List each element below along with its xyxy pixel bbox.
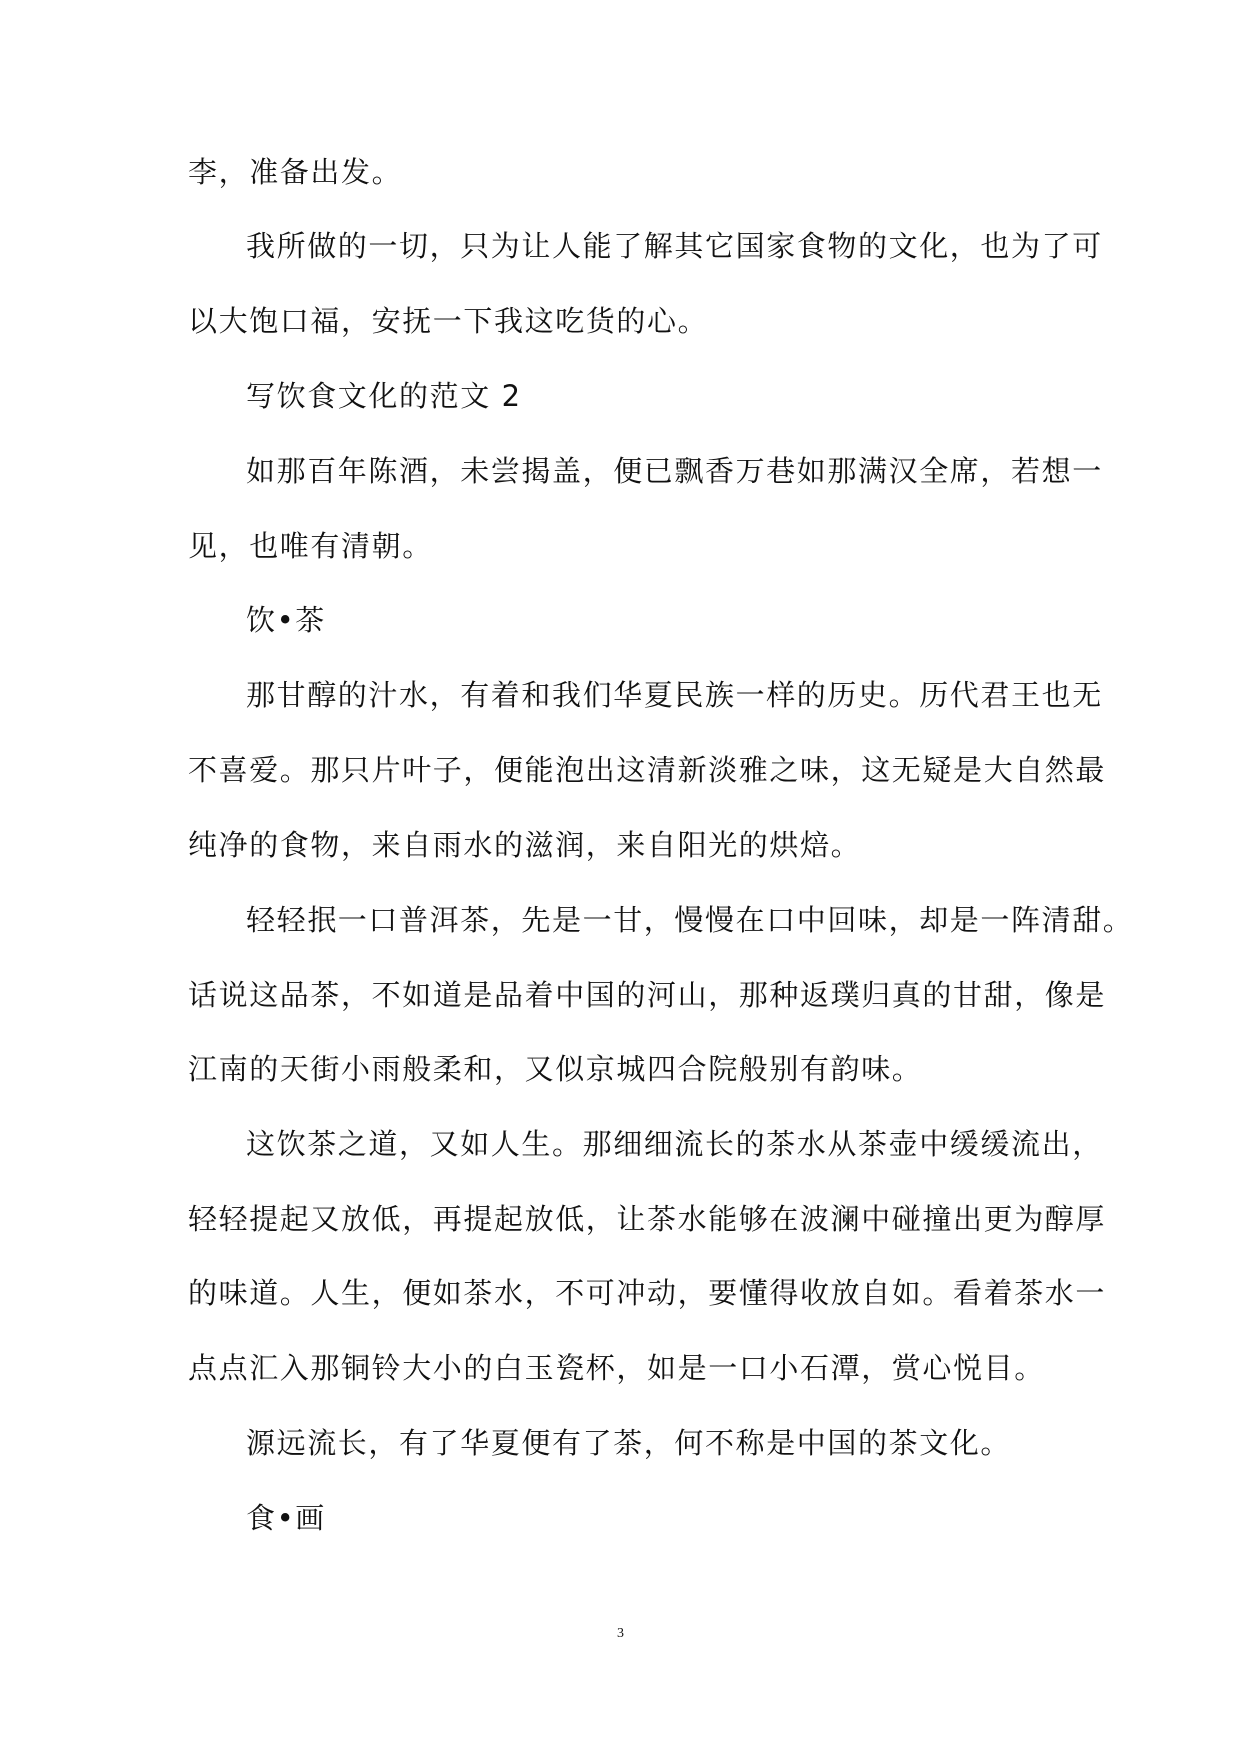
paragraph-line: 轻轻提起又放低，再提起放低，让茶水能够在波澜中碰撞出更为醇厚 <box>188 1202 1107 1236</box>
paragraph-line: 江南的天街小雨般柔和，又似京城四合院般别有韵味。 <box>188 1052 923 1086</box>
paragraph-line: 纯净的食物，来自雨水的滋润，来自阳光的烘焙。 <box>188 828 862 862</box>
paragraph-line: 我所做的一切，只为让人能了解其它国家食物的文化，也为了可 <box>246 229 1103 263</box>
paragraph-line: 的味道。人生，便如茶水，不可冲动，要懂得收放自如。看着茶水一 <box>188 1276 1107 1310</box>
paragraph-line: 李，准备出发。 <box>188 155 403 189</box>
section-heading: 写饮食文化的范文 2 <box>246 379 522 413</box>
paragraph-line: 轻轻抿一口普洱茶，先是一甘，慢慢在口中回味，却是一阵清甜。 <box>246 903 1134 937</box>
paragraph-line: 见，也唯有清朝。 <box>188 529 433 563</box>
paragraph-line: 源远流长，有了华夏便有了茶，何不称是中国的茶文化。 <box>246 1426 1012 1460</box>
paragraph-line: 点点汇入那铜铃大小的白玉瓷杯，如是一口小石潭，赏心悦目。 <box>188 1351 1045 1385</box>
paragraph-line: 这饮茶之道，又如人生。那细细流长的茶水从茶壶中缓缓流出， <box>246 1127 1103 1161</box>
page-number: 3 <box>617 1626 624 1641</box>
paragraph-line: 话说这品茶，不如道是品着中国的河山，那种返璞归真的甘甜，像是 <box>188 978 1107 1012</box>
paragraph-line: 那甘醇的汁水，有着和我们华夏民族一样的历史。历代君王也无 <box>246 678 1103 712</box>
paragraph-line: 如那百年陈酒，未尝揭盖，便已飘香万巷如那满汉全席，若想一 <box>246 454 1103 488</box>
paragraph-line: 以大饱口福，安抚一下我这吃货的心。 <box>188 304 709 338</box>
paragraph-line: 不喜爱。那只片叶子，便能泡出这清新淡雅之味，这无疑是大自然最 <box>188 753 1107 787</box>
section-heading: 饮•茶 <box>246 603 326 637</box>
section-heading: 食•画 <box>246 1501 326 1535</box>
